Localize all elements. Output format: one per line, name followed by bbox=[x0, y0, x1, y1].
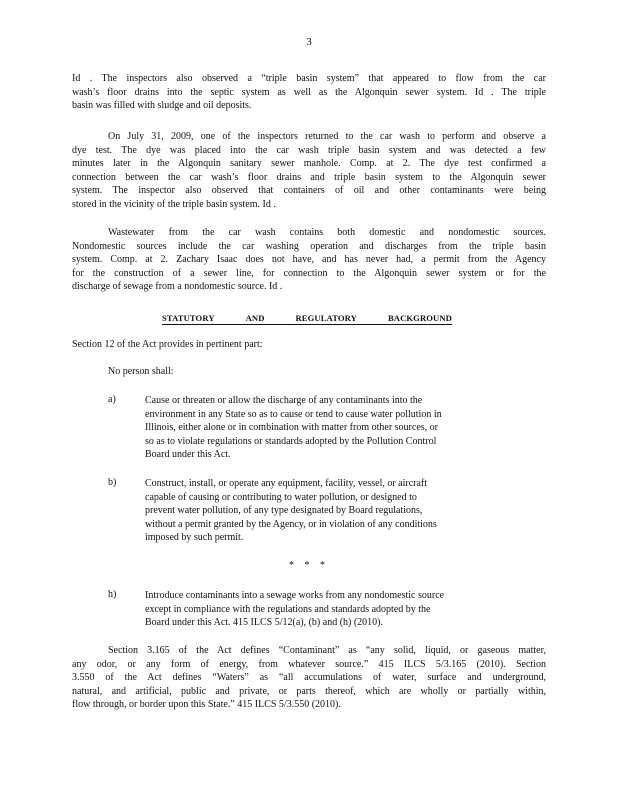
item-a-label: a) bbox=[108, 394, 116, 405]
text-line: capable of causing or contributing to water pollution, or designed to bbox=[145, 491, 417, 503]
text-line: flow through, or border upon this State.” 415 ILCS 5/3.550 (2010). bbox=[72, 699, 341, 711]
text-line: system. Comp. at 2. Zachary Isaac does not have, and has never had, a permit from the Agency bbox=[72, 254, 546, 266]
text-line: connection between the car wash’s floor drains and triple basin system to the Algonquin sewer bbox=[72, 171, 546, 183]
item-a-text bbox=[145, 394, 503, 462]
text-line: Section 3.165 of the Act defines “Contaminant” as “any solid, liquid, or gaseous matter, bbox=[108, 645, 546, 656]
heading-word: STATUTORY bbox=[162, 313, 215, 323]
text-line: Nondomestic sources include the car washing operation and discharges from the triple basin bbox=[72, 240, 546, 252]
text-line: wash’s floor drains into the septic system as well as the Algonquin sewer system. Id . The triple bbox=[72, 86, 546, 98]
text-line: Board under this Act. 415 ILCS 5/12(a), (b) and (h) (2010). bbox=[145, 617, 384, 629]
text-line: Board under this Act. bbox=[145, 449, 231, 461]
text-line: prevent water pollution, of any type designated by Board regulations, bbox=[145, 505, 423, 517]
text-line: without a permit granted by the Agency, or in violation of any conditions bbox=[145, 518, 437, 530]
text-line: Id . The inspectors also observed a “triple basin system” that appeared to flow from the car bbox=[72, 73, 546, 84]
text-line: imposed by such permit. bbox=[145, 532, 244, 544]
text-line: dye test. The dye was placed into the car wash triple basin system and was detected a few bbox=[72, 144, 546, 156]
text-line: except in compliance with the regulations and standards adopted by the bbox=[145, 603, 431, 615]
text-line: any odor, or any form of energy, from whatever source.” 415 ILCS 5/3.165 (2010). Section bbox=[72, 658, 546, 670]
text-line: Construct, install, or operate any equipment, facility, vessel, or aircraft bbox=[145, 478, 428, 489]
text-line: stored in the vicinity of the triple basin system. Id . bbox=[72, 198, 276, 210]
paragraph-definitions bbox=[72, 644, 546, 712]
section-12-intro bbox=[72, 338, 546, 352]
text-line: so as to violate regulations or standards adopted by the Pollution Control bbox=[145, 435, 437, 447]
text-line: discharge of sewage from a nondomestic source. Id . bbox=[72, 281, 283, 293]
item-b-label: b) bbox=[108, 477, 117, 488]
text-line: On July 31, 2009, one of the inspectors returned to the car wash to perform and observe a bbox=[108, 131, 546, 142]
heading-word: AND bbox=[245, 313, 265, 323]
text-line: Introduce contaminants into a sewage works from any nondomestic source bbox=[145, 590, 445, 601]
text-line: minutes later in the Algonquin sanitary sewer manhole. Comp. at 2. The dye test confirmed a bbox=[72, 158, 546, 170]
item-b-text bbox=[145, 477, 503, 545]
text-line: natural, and artificial, public and private, or parts thereof, which are wholly or partially within, bbox=[72, 685, 546, 697]
paragraph-2 bbox=[72, 130, 546, 212]
text-line: Cause or threaten or allow the discharge of any contaminants into the bbox=[145, 395, 423, 406]
paragraph-1 bbox=[72, 72, 546, 113]
text-line: system. The inspector also observed that containers of oil and other contaminants were being bbox=[72, 185, 546, 197]
heading-word: REGULATORY bbox=[295, 313, 357, 323]
heading-word: BACKGROUND bbox=[387, 313, 452, 323]
paragraph-3 bbox=[72, 226, 546, 294]
text-line: environment in any State so as to cause or tend to cause water pollution in bbox=[145, 408, 442, 420]
no-person-lead: No person shall: bbox=[108, 366, 174, 377]
item-h-label: h) bbox=[108, 589, 117, 600]
text-line: 3.550 of the Act defines “Waters” as “all accumulations of water, surface and underground, bbox=[72, 672, 546, 684]
text-line: for the construction of a sewer line, for connection to the Algonquin sewer system or for the bbox=[72, 267, 546, 279]
page-number: 3 bbox=[306, 36, 312, 48]
item-h-text bbox=[145, 589, 503, 630]
text-line: Wastewater from the car wash contains both domestic and nondomestic sources. bbox=[108, 227, 546, 238]
ellipsis-stars: * * * bbox=[289, 560, 329, 571]
text-line: Section 12 of the Act provides in pertinent part: bbox=[72, 339, 263, 350]
section-heading bbox=[162, 313, 452, 325]
text-line: basin was filled with sludge and oil deposits. bbox=[72, 100, 252, 112]
text-line: Illinois, either alone or in combination with matter from other sources, or bbox=[145, 422, 438, 434]
